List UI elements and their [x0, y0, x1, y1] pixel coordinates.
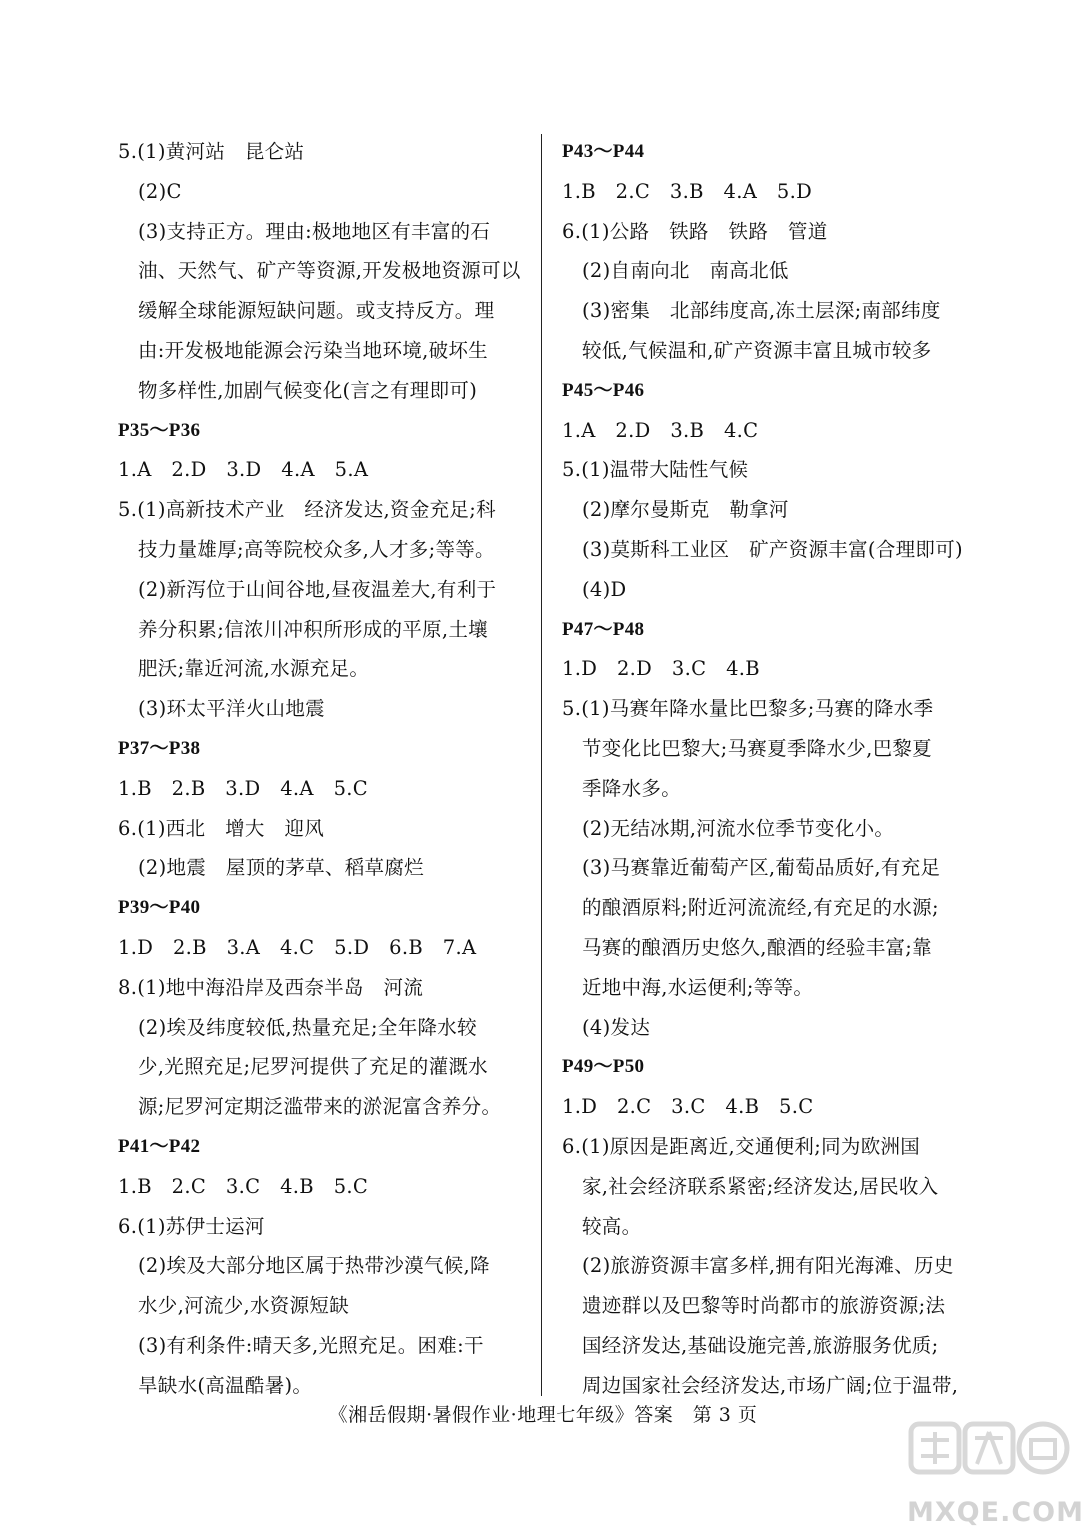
left-column: [118, 132, 528, 1406]
answer-line: (2)地震 屋顶的茅草、稻草腐烂: [138, 856, 424, 880]
answer-line: 1.A 2.D 3.B 4.C: [562, 418, 759, 442]
answer-line: (3)马赛靠近葡萄产区,葡萄品质好,有充足: [582, 856, 941, 880]
answer-line: 水少,河流少,水资源短缺: [138, 1294, 349, 1318]
answer-line: 5.(1)马赛年降水量比巴黎多;马赛的降水季: [562, 697, 934, 721]
answer-line: 家,社会经济联系紧密;经济发达,居民收入: [582, 1174, 939, 1198]
answer-line: 5.(1)温带大陆性气候: [562, 458, 749, 482]
answer-line: 1.B 2.C 3.C 4.B 5.C: [118, 1174, 369, 1198]
answer-line: 6.(1)苏伊士运河: [118, 1214, 265, 1238]
answer-line: (3)环太平洋火山地震: [138, 697, 325, 721]
watermark-mark-icon: [907, 1418, 1072, 1480]
answer-line: (2)摩尔曼斯克 勒拿河: [582, 498, 789, 522]
answer-line: (2)自南向北 南高北低: [582, 259, 789, 283]
answer-line: 马赛的酿酒历史悠久,酿酒的经验丰富;靠: [582, 935, 932, 959]
answer-line: 周边国家社会经济发达,市场广阔;位于温带,: [582, 1373, 959, 1397]
section-heading: P39～P40: [118, 897, 201, 919]
answer-line: 较低,气候温和,矿产资源丰富且城市较多: [582, 338, 932, 362]
section-heading: P37～P38: [118, 737, 201, 759]
answer-line: 8.(1)地中海沿岸及西奈半岛 河流: [118, 975, 424, 999]
answer-line: (4)发达: [582, 1015, 651, 1039]
answer-line: 5.(1)高新技术产业 经济发达,资金充足;科: [118, 498, 496, 522]
answer-line: (2)埃及纬度较低,热量充足;全年降水较: [138, 1015, 477, 1039]
section-heading: P41～P42: [118, 1135, 201, 1157]
answer-line: (3)莫斯科工业区 矿产资源丰富(合理即可): [582, 537, 963, 561]
answer-line: (3)有利条件:晴天多,光照充足。困难:干: [138, 1333, 484, 1357]
answer-line: (4)D: [582, 577, 627, 601]
answer-line: 1.D 2.C 3.C 4.B 5.C: [562, 1095, 814, 1119]
section-heading: P47～P48: [562, 618, 645, 640]
answer-line: 6.(1)公路 铁路 铁路 管道: [562, 219, 828, 243]
answer-line: 技力量雄厚;高等院校众多,人才多;等等。: [138, 537, 495, 561]
answer-line: (3)密集 北部纬度高,冻土层深;南部纬度: [582, 299, 941, 323]
answer-line: (2)埃及大部分地区属于热带沙漠气候,降: [138, 1254, 490, 1278]
answer-line: 养分积累;信浓川冲积所形成的平原,土壤: [138, 617, 488, 641]
answer-line: (2)旅游资源丰富多样,拥有阳光海滩、历史: [582, 1254, 954, 1278]
watermark-logo: [907, 1418, 1084, 1528]
answer-line: 1.A 2.D 3.D 4.A 5.A: [118, 458, 369, 482]
answer-line: 6.(1)原因是距离近,交通便利;同为欧洲国: [562, 1134, 921, 1158]
answer-line: 肥沃;靠近河流,水源充足。: [138, 657, 370, 681]
answer-line: 旱缺水(高温酷暑)。: [138, 1373, 313, 1397]
answer-line: 国经济发达,基础设施完善,旅游服务优质;: [582, 1333, 939, 1357]
answer-line: 的酿酒原料;附近河流流经,有充足的水源;: [582, 896, 939, 920]
right-column: [562, 132, 972, 1406]
answer-line: 5.(1)黄河站 昆仑站: [118, 140, 305, 163]
section-heading: P45～P46: [562, 379, 645, 401]
answer-line: 1.B 2.B 3.D 4.A 5.C: [118, 776, 369, 800]
answer-line: 近地中海,水运便利;等等。: [582, 975, 814, 999]
answer-line: 节变化比巴黎大;马赛夏季降水少,巴黎夏: [582, 736, 932, 760]
section-heading: P43～P44: [562, 141, 645, 162]
answer-line: 缓解全球能源短缺问题。或支持反方。理: [138, 299, 495, 323]
column-divider: [541, 134, 542, 1396]
section-heading: P35～P36: [118, 419, 201, 441]
answer-line: (2)C: [138, 179, 182, 203]
answer-line: 1.D 2.B 3.A 4.C 5.D 6.B 7.A: [118, 935, 477, 959]
answer-line: 油、天然气、矿产等资源,开发极地资源可以: [138, 259, 521, 283]
answer-line: 源;尼罗河定期泛滥带来的淤泥富含养分。: [138, 1095, 502, 1119]
answer-line: (2)新泻位于山间谷地,昼夜温差大,有利于: [138, 577, 497, 601]
answer-line: (3)支持正方。理由:极地地区有丰富的石: [138, 219, 491, 243]
answer-line: 1.B 2.C 3.B 4.A 5.D: [562, 179, 813, 203]
answer-line: 遗迹群以及巴黎等时尚都市的旅游资源;法: [582, 1294, 946, 1318]
answer-line: 季降水多。: [582, 776, 682, 800]
answer-line: (2)无结冰期,河流水位季节变化小。: [582, 816, 895, 840]
answer-line: 较高。: [582, 1214, 642, 1238]
page-footer: 《湘岳假期·暑假作业·地理七年级》答案 第 3 页: [328, 1404, 758, 1426]
watermark-url: MXQE.COM: [907, 1497, 1084, 1528]
answer-line: 1.D 2.D 3.C 4.B: [562, 657, 760, 681]
answer-line: 物多样性,加剧气候变化(言之有理即可): [138, 378, 478, 402]
answer-line: 6.(1)西北 增大 迎风: [118, 816, 325, 840]
section-heading: P49～P50: [562, 1056, 645, 1078]
answer-line: 由:开发极地能源会污染当地环境,破坏生: [138, 338, 488, 362]
answer-line: 少,光照充足;尼罗河提供了充足的灌溉水: [138, 1055, 488, 1079]
